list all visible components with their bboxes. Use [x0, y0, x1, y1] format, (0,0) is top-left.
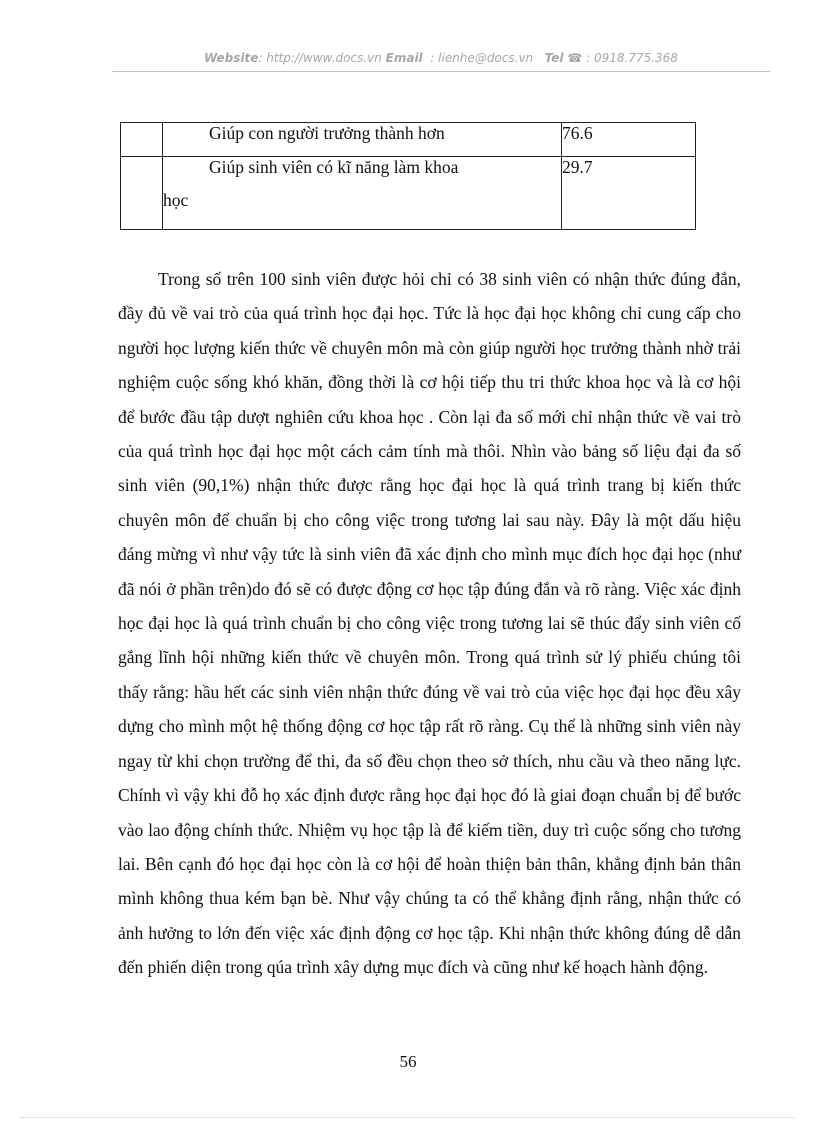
page-header: [112, 51, 770, 65]
row-value: 29.7: [562, 157, 593, 177]
page-number: 56: [399, 1052, 417, 1071]
email-value: : lienhe@docs.vn: [430, 51, 534, 65]
table-row: [121, 157, 696, 230]
phone-icon: ☎: [567, 51, 583, 65]
tel-value: : 0918.775.368: [586, 51, 678, 65]
paragraph-text: Trong số trên 100 sinh viên được hỏi chỉ có 38 sinh viên có nhận thức đúng đắn, đầy đủ về vai trò của quá trình học đại học. Tức là học đại học không chỉ cung cấp cho người học lượng kiến thức về chuyên môn mà còn giúp người học trưởng thành nhờ trải nghiệm cuộc sống khó khăn, đồng thời là cơ hội tiếp thu tri thức khoa học và là cơ hội để bước đầu tập dượt nghiên cứu khoa học . Còn lại đa số mới chỉ nhận thức về vai trò của quá trình học đại học một cách cảm tính mà thôi. Nhìn vào bảng số liệu đại đa số sinh viên (90,1%) nhận thức được rằng học đại học là quá trình trang bị kiến thức chuyên môn để chuẩn bị cho công việc trong tương lai sau này. Đây là một dấu hiệu đáng mừng vì như vậy tức là sinh viên đã xác định cho mình mục đích học đại học (như đã nói ở phần trên)do đó sẽ có được động cơ học tập đúng đắn và rõ ràng. Việc xác định học đại học là quá trình chuẩn bị cho công việc trong tương lai sẽ thúc đẩy sinh viên cố gắng lĩnh hội những kiến thức về chuyên môn. Trong quá trình sử lý phiếu chúng tôi thấy rằng: hầu hết các sinh viên nhận thức đúng về vai trò của việc học đại học đều xây dựng cho mình một hệ thống động cơ học tập rất rõ ràng. Cụ thể là những sinh viên này ngay từ khi chọn trường để thi, đa số đều chọn theo sở thích, nhu cầu và theo năng lực. Chính vì vậy khi đỗ họ xác định được rằng học đại học đó là giai đoạn chuẩn bị để bước vào lao động chính thức. Nhiệm vụ học tập là để kiếm tiền, duy trì cuộc sống cho tương lai. Bên cạnh đó học đại học còn là cơ hội để hoàn thiện bản thân, khẳng định bản thân mình không thua kém bạn bè. Như vậy chúng ta có thể khẳng định rằng, nhận thức có ảnh hưởng to lớn đến việc xác định động cơ học tập. Khi nhận thức không đúng dễ dẫn đến phiến diện trong qúa trình xây dựng mục đích và cũng như kế hoạch hành động.: [118, 269, 741, 978]
survey-table: [120, 122, 696, 230]
row-label: Giúp con người trưởng thành hơn: [209, 123, 445, 143]
email-label: Email: [385, 51, 423, 65]
table-cell-value: [562, 157, 696, 230]
tel-label: Tel: [544, 51, 564, 65]
row-value: 76.6: [562, 123, 593, 143]
row-label-line2: học: [163, 190, 189, 210]
row-label-line1: Giúp sinh viên có kĩ năng làm khoa: [209, 157, 459, 177]
table-cell-label: [163, 157, 562, 230]
body-paragraph: [118, 262, 741, 985]
footer-divider: [20, 1117, 796, 1118]
website-label: Website: [204, 51, 259, 65]
table-cell-empty: [121, 123, 163, 157]
table-cell-empty: [121, 157, 163, 230]
header-divider: [112, 71, 770, 72]
table-cell-value: [562, 123, 696, 157]
website-value: : http://www.docs.vn: [258, 51, 382, 65]
